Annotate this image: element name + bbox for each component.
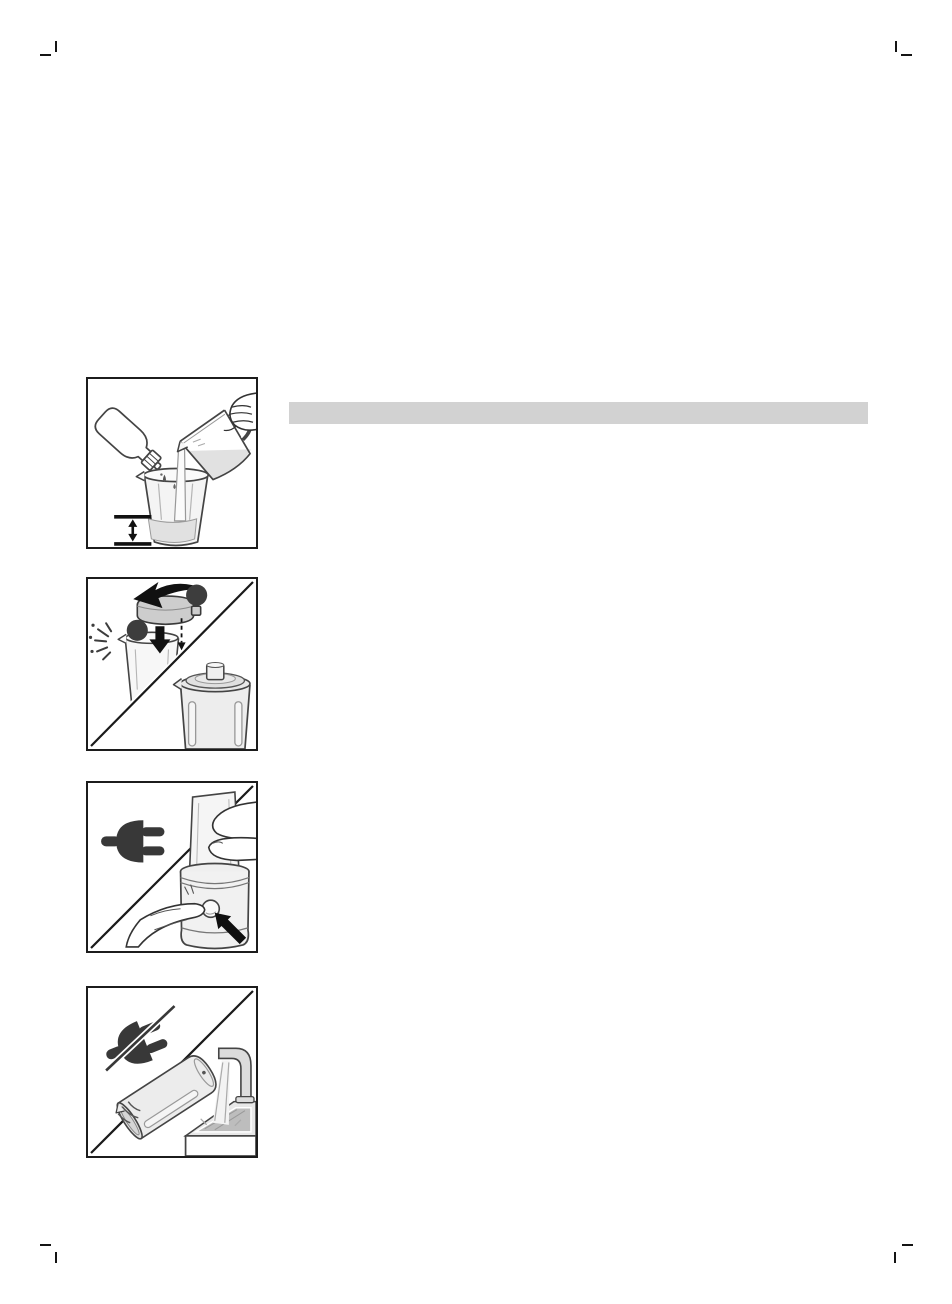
no-plug-icon bbox=[99, 1006, 175, 1076]
step-badge-icon bbox=[186, 585, 207, 606]
crop-mark-bottom-right-horizontal bbox=[902, 1244, 913, 1246]
crop-mark-top-left-horizontal bbox=[40, 54, 51, 56]
open-jar-icon bbox=[118, 632, 178, 709]
sink-front-icon bbox=[186, 1136, 256, 1156]
splash-lines-icon bbox=[89, 623, 111, 659]
pour-stream-icon bbox=[175, 449, 186, 520]
section-header-bar bbox=[289, 402, 868, 424]
panel-plug-and-press bbox=[86, 781, 258, 953]
panel-fill-jar bbox=[86, 377, 258, 549]
crop-mark-bottom-right-vertical bbox=[894, 1252, 896, 1263]
crop-mark-top-right-vertical bbox=[895, 41, 897, 52]
power-plug-icon bbox=[101, 820, 164, 862]
crop-mark-bottom-left-vertical bbox=[55, 1252, 57, 1263]
crop-mark-bottom-left-horizontal bbox=[40, 1244, 51, 1246]
panel-fit-lid bbox=[86, 577, 258, 751]
blender-jar-icon bbox=[136, 469, 208, 546]
assembled-jug-icon bbox=[174, 662, 250, 749]
detergent-bottle-icon bbox=[92, 405, 170, 479]
crop-mark-top-left-vertical bbox=[55, 41, 57, 52]
blender-base-icon bbox=[126, 792, 256, 948]
finger-icon bbox=[209, 838, 256, 861]
step-badge-icon bbox=[127, 620, 148, 641]
panel-unplug-and-rinse bbox=[86, 986, 258, 1158]
hand-icon bbox=[224, 393, 256, 430]
crop-mark-top-right-horizontal bbox=[901, 54, 912, 56]
fill-level-indicator-icon bbox=[114, 517, 151, 544]
